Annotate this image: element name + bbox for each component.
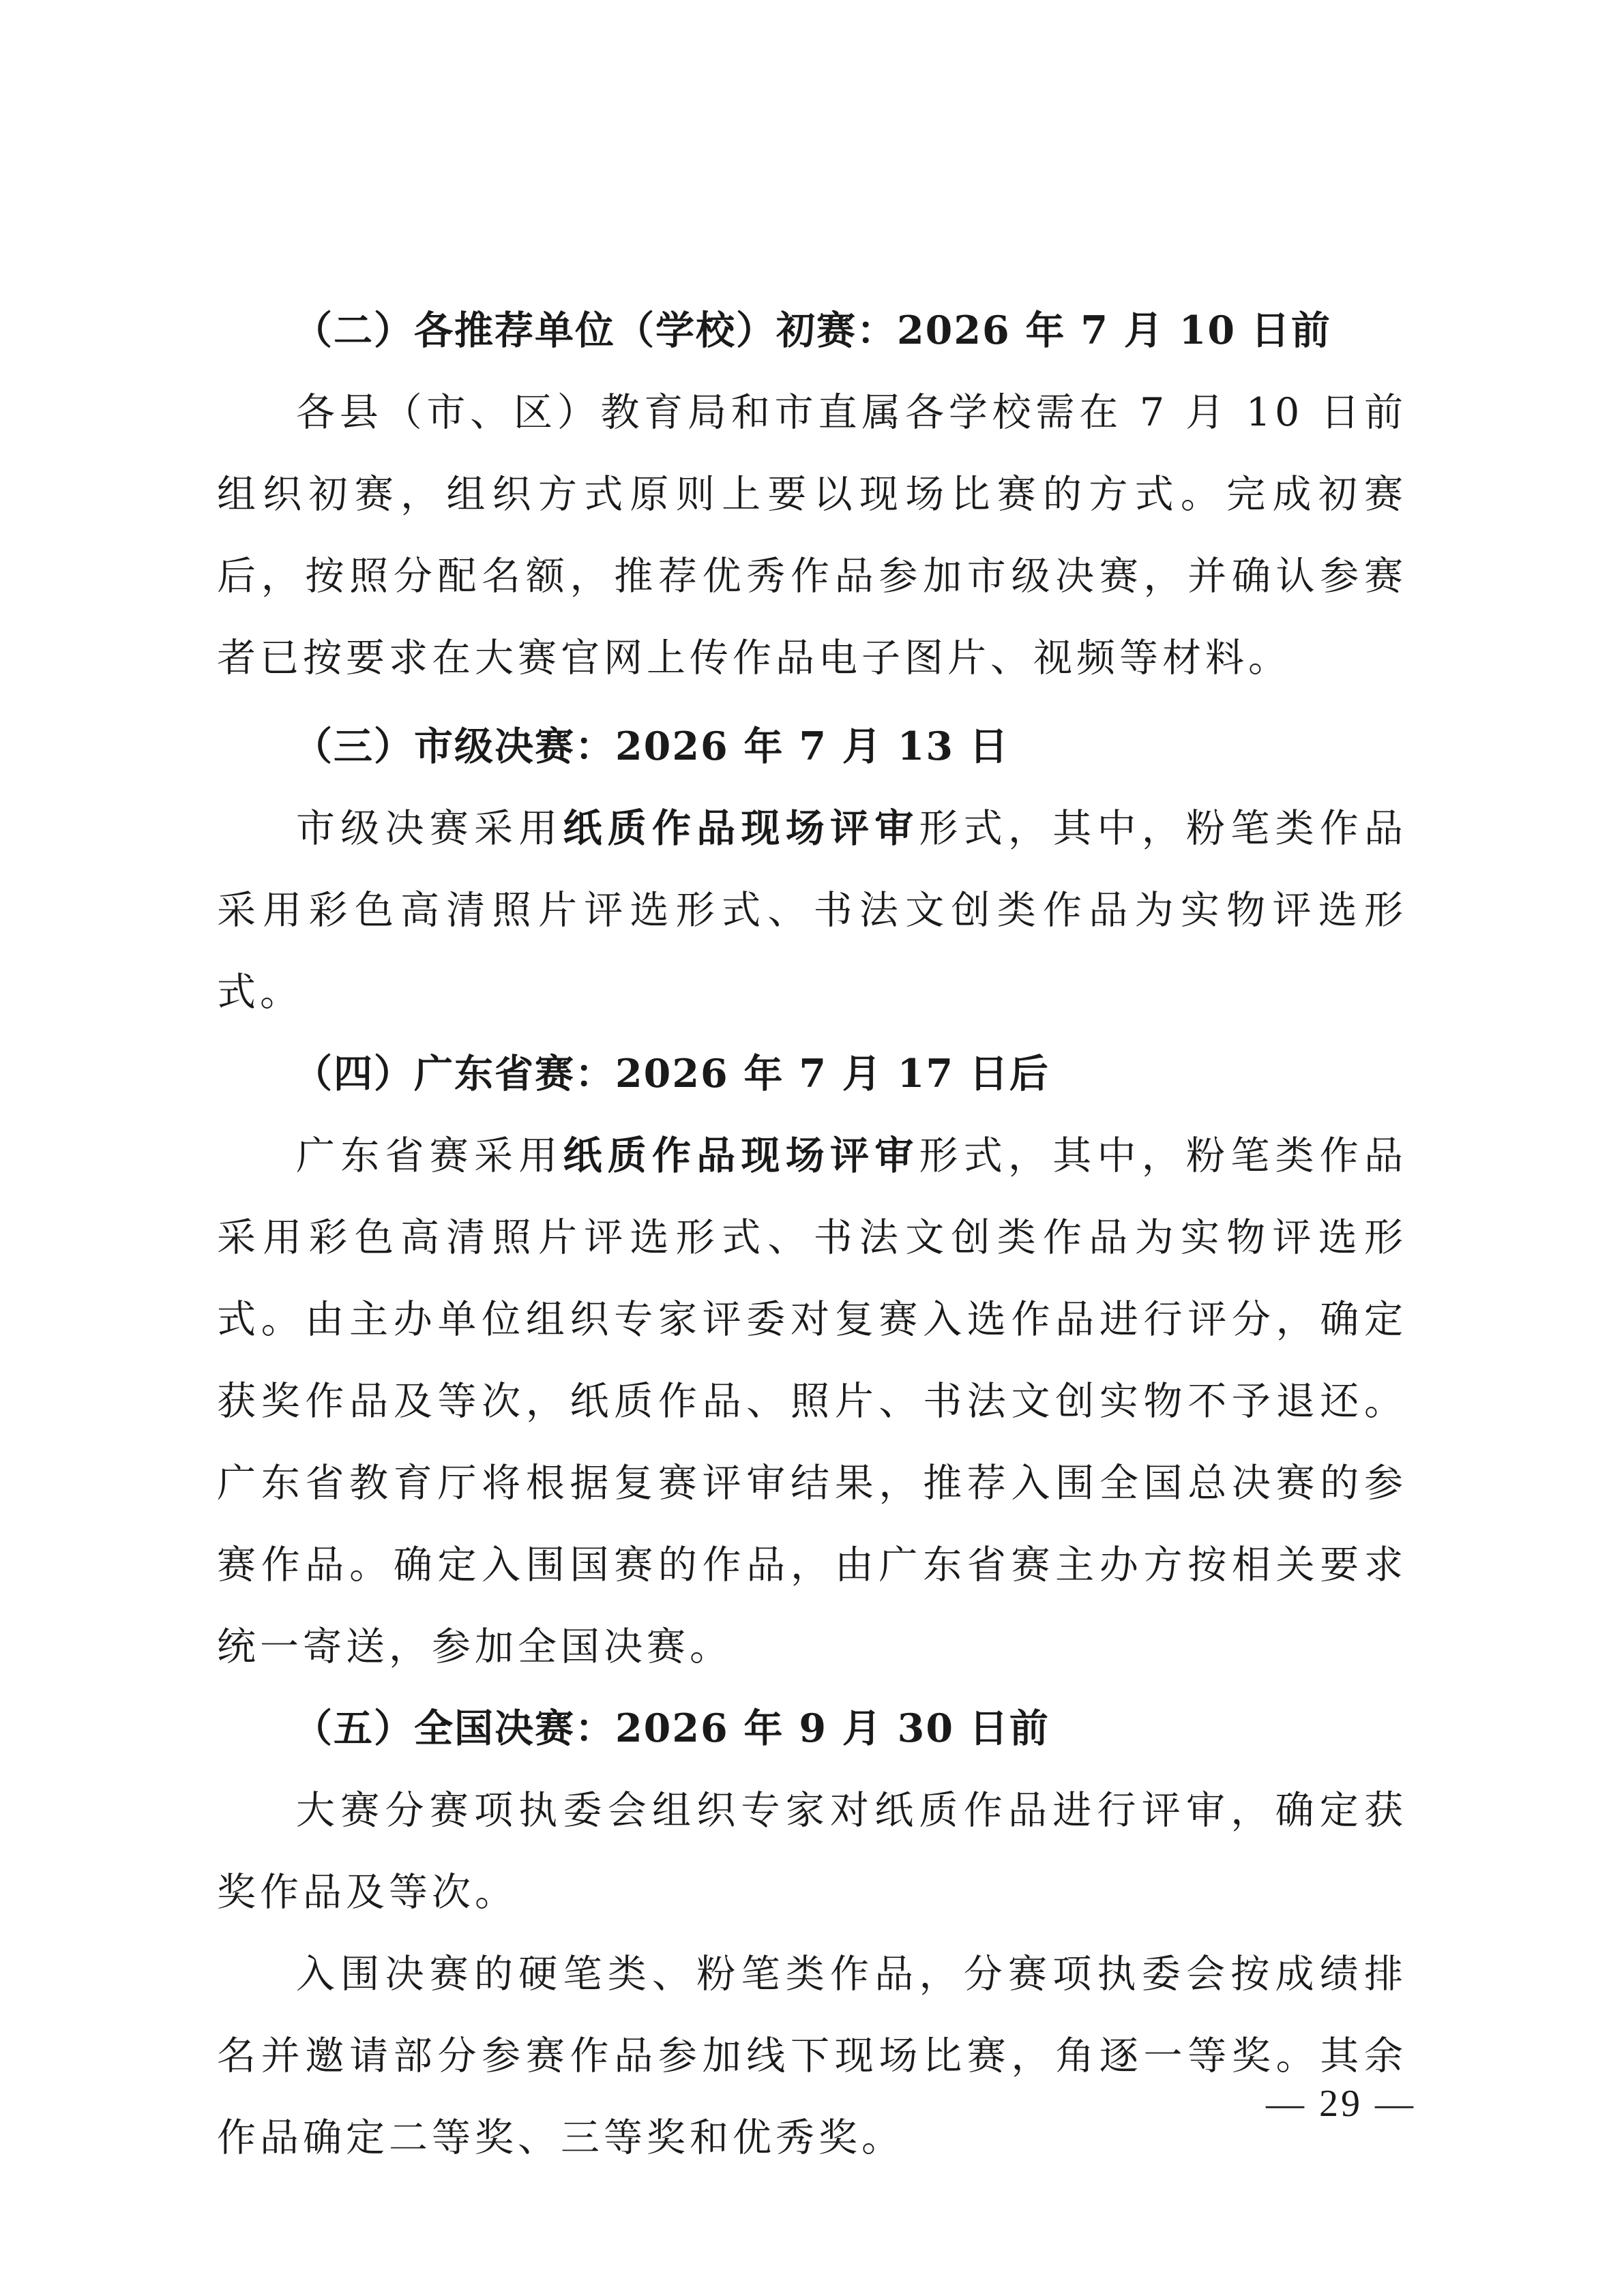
section-heading: （五）全国决赛：2026 年 9 月 30 日前 — [293, 1705, 1050, 1751]
section-preliminary — [217, 290, 1407, 699]
paragraph-text: 大赛分赛项执委会组织专家对纸质作品进行评审，确定获奖作品及等次。 — [217, 1788, 1407, 1915]
paragraph — [217, 372, 1407, 699]
paragraph-text: 入围决赛的硬笔类、粉笔类作品，分赛项执委会按成绩排名并邀请部分参赛作品参加线下现场比赛，角逐一等奖。其余作品确定二等奖、三等奖和优秀奖。 — [217, 1952, 1407, 2160]
paragraph-text: 形式，其中，粉笔类作品采用彩色高清照片评选形式、书法文创类作品为实物评选形式。 — [217, 806, 1407, 1015]
paragraph — [217, 1933, 1407, 2179]
section-national-final — [217, 1688, 1407, 2179]
section-heading: （四）广东省赛：2026 年 7 月 17 日后 — [293, 1051, 1050, 1097]
section-province-final — [217, 1033, 1407, 1688]
paragraph — [217, 1115, 1407, 1688]
document-body — [217, 290, 1407, 2179]
paragraph-text: 各县（市、区）教育局和市直属各学校需在 7 月 10 日前组织初赛，组织方式原则上要以现场比赛的方式。完成初赛后，按照分配名额，推荐优秀作品参加市级决赛，并确认参赛者已按要求在大赛官网上传作品电子图片、视频等材料。 — [217, 390, 1407, 681]
paragraph — [217, 788, 1407, 1033]
section-city-final — [217, 706, 1407, 1033]
page-number: — 29 — — [1266, 2083, 1416, 2125]
emphasis-text: 纸质作品现场评审 — [563, 1133, 919, 1178]
paragraph-text: 市级决赛采用 — [296, 806, 563, 851]
paragraph-text: 广东省赛采用 — [296, 1133, 563, 1178]
paragraph-text: 形式，其中，粉笔类作品采用彩色高清照片评选形式、书法文创类作品为实物评选形式。由主办单位组织专家评委对复赛入选作品进行评分，确定获奖作品及等次，纸质作品、照片、书法文创实物不予退还。广东省教育厅将根据复赛评审结果，推荐入围全国总决赛的参赛作品。确定入围国赛的作品，由广东省赛主办方按相关要求统一寄送，参加全国决赛。 — [217, 1133, 1407, 1669]
section-heading: （二）各推荐单位（学校）初赛：2026 年 7 月 10 日前 — [293, 308, 1331, 353]
paragraph — [217, 1770, 1407, 1933]
emphasis-text: 纸质作品现场评审 — [563, 805, 919, 851]
section-heading: （三）市级决赛：2026 年 7 月 13 日 — [293, 724, 1009, 769]
